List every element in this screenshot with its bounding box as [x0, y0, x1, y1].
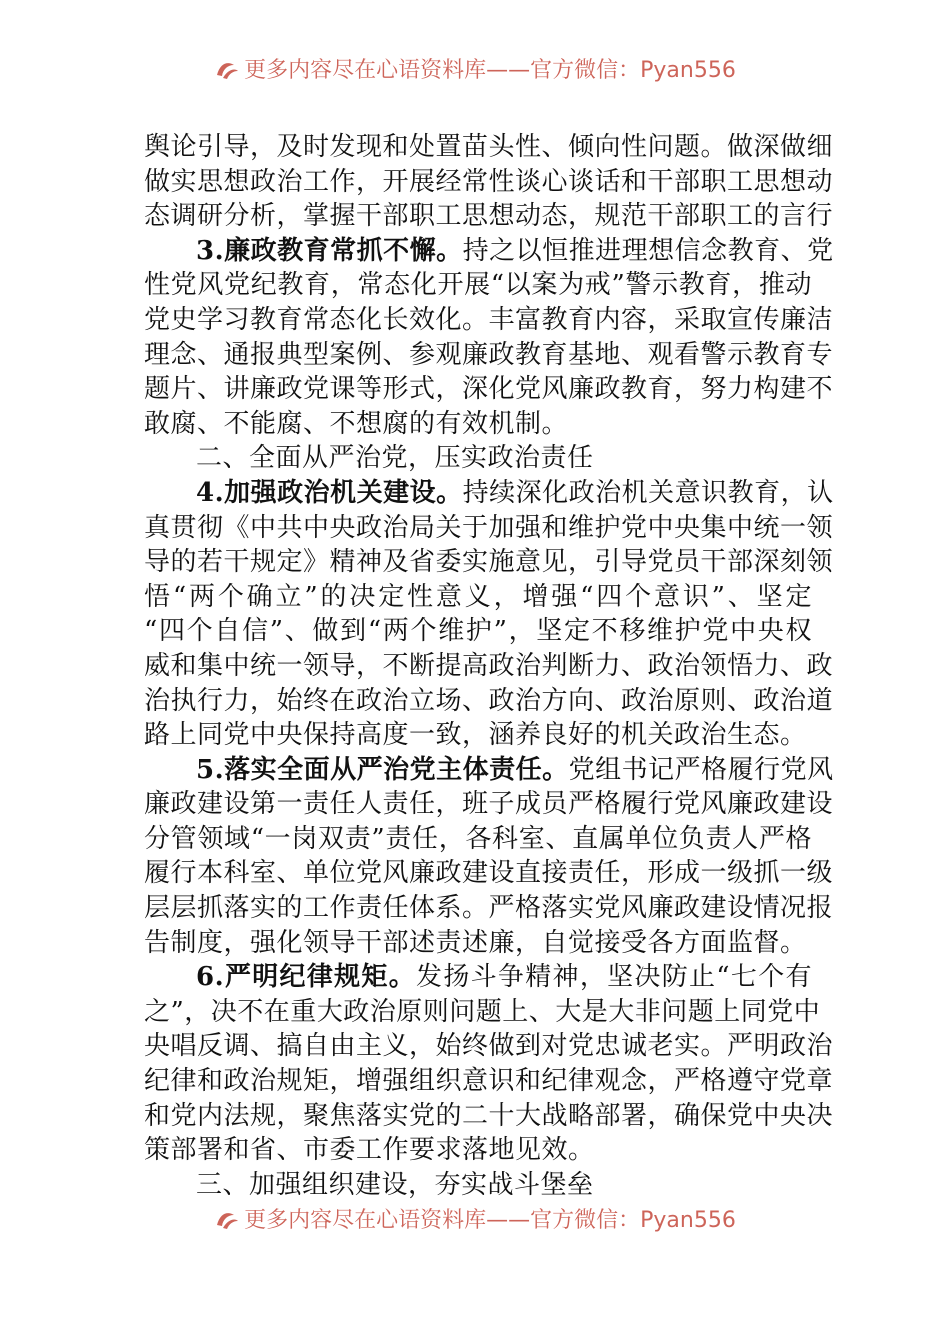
body-line: 策部署和省、市委工作要求落地见效。	[144, 1135, 595, 1166]
body-line: 题片、讲廉政党课等形式，深化党风廉政教育，努力构建不	[144, 374, 834, 405]
logo-icon	[214, 1209, 240, 1231]
item-title: 4.加强政治机关建设。	[196, 477, 463, 508]
body-line: 态调研分析，掌握干部职工思想动态，规范干部职工的言行	[144, 201, 834, 232]
body-line: 真贯彻《中共中央政治局关于加强和维护党中央集中统一领	[144, 512, 834, 543]
item-text: 发扬斗争精神，坚决防止“七个有	[416, 962, 812, 993]
body-line: 履行本科室、单位党风廉政建设直接责任，形成一级抓一级	[144, 858, 834, 889]
body-line: 舆论引导，及时发现和处置苗头性、倾向性问题。做深做细	[144, 132, 834, 162]
section-heading-2: 二、全面从严治党，压实政治责任	[196, 443, 594, 474]
body-line: 治执行力，始终在政治立场、政治方向、政治原则、政治道	[144, 685, 834, 716]
item-text: 持续深化政治机关意识教育，认	[462, 477, 834, 508]
watermark-footer	[0, 1208, 950, 1234]
body-line: 威和集中统一领导，不断提高政治判断力、政治领悟力、政	[144, 650, 834, 681]
item-title: 5.落实全面从严治党主体责任。	[196, 754, 569, 785]
body-line: “四个自信”、做到“两个维护”，坚定不移维护党中央权	[144, 616, 812, 647]
watermark-footer-text: 更多内容尽在心语资料库——官方微信：Pyan556	[244, 1208, 736, 1233]
body-line: 央唱反调、搞自由主义，始终做到对党忠诚老实。严明政治	[144, 1031, 834, 1062]
item-text: 党组书记严格履行党风	[568, 754, 834, 785]
section-heading-3: 三、加强组织建设，夯实战斗堡垒	[196, 1169, 594, 1200]
watermark-header-text: 更多内容尽在心语资料库——官方微信：Pyan556	[244, 58, 736, 83]
body-line: 党史学习教育常态化长效化。丰富教育内容，采取宣传廉洁	[144, 304, 834, 335]
item-text: 持之以恒推进理想信念教育、党	[462, 235, 834, 266]
body-line: 和党内法规，聚焦落实党的二十大战略部署，确保党中央决	[144, 1100, 834, 1131]
body-line: 悟“两个确立”的决定性意义，增强“四个意识”、坚定	[144, 581, 812, 612]
item-title: 3.廉政教育常抓不懈。	[196, 235, 463, 266]
section-item-6	[144, 960, 812, 995]
body-line: 路上同党中央保持高度一致，涵养良好的机关政治生态。	[144, 720, 807, 751]
body-line: 性党风党纪教育，常态化开展“以案为戒”警示教育，推动	[144, 270, 812, 301]
body-line: 敢腐、不能腐、不想腐的有效机制。	[144, 408, 569, 439]
section-item-4	[144, 476, 834, 511]
body-line: 层层抓落实的工作责任体系。严格落实党风廉政建设情况报	[144, 893, 834, 924]
section-item-5	[144, 753, 834, 788]
logo-icon	[214, 59, 240, 81]
watermark-header	[0, 58, 950, 84]
body-line: 之”，决不在重大政治原则问题上、大是大非问题上同党中	[144, 996, 821, 1027]
body-line: 廉政建设第一责任人责任，班子成员严格履行党风廉政建设	[144, 789, 834, 820]
section-item-3	[144, 234, 834, 269]
body-line: 告制度，强化领导干部述责述廉，自觉接受各方面监督。	[144, 927, 807, 958]
body-line: 导的若干规定》精神及省委实施意见，引导党员干部深刻领	[144, 547, 834, 578]
item-title: 6.严明纪律规矩。	[196, 962, 417, 993]
document-body	[144, 130, 834, 1202]
body-line: 纪律和政治规矩，增强组织意识和纪律观念，严格遵守党章	[144, 1066, 834, 1097]
body-line: 分管领域“一岗双责”责任，各科室、直属单位负责人严格	[144, 823, 812, 854]
body-line: 理念、通报典型案例、参观廉政教育基地、观看警示教育专	[144, 339, 834, 370]
body-line: 做实思想政治工作，开展经常性谈心谈话和干部职工思想动	[144, 166, 834, 197]
